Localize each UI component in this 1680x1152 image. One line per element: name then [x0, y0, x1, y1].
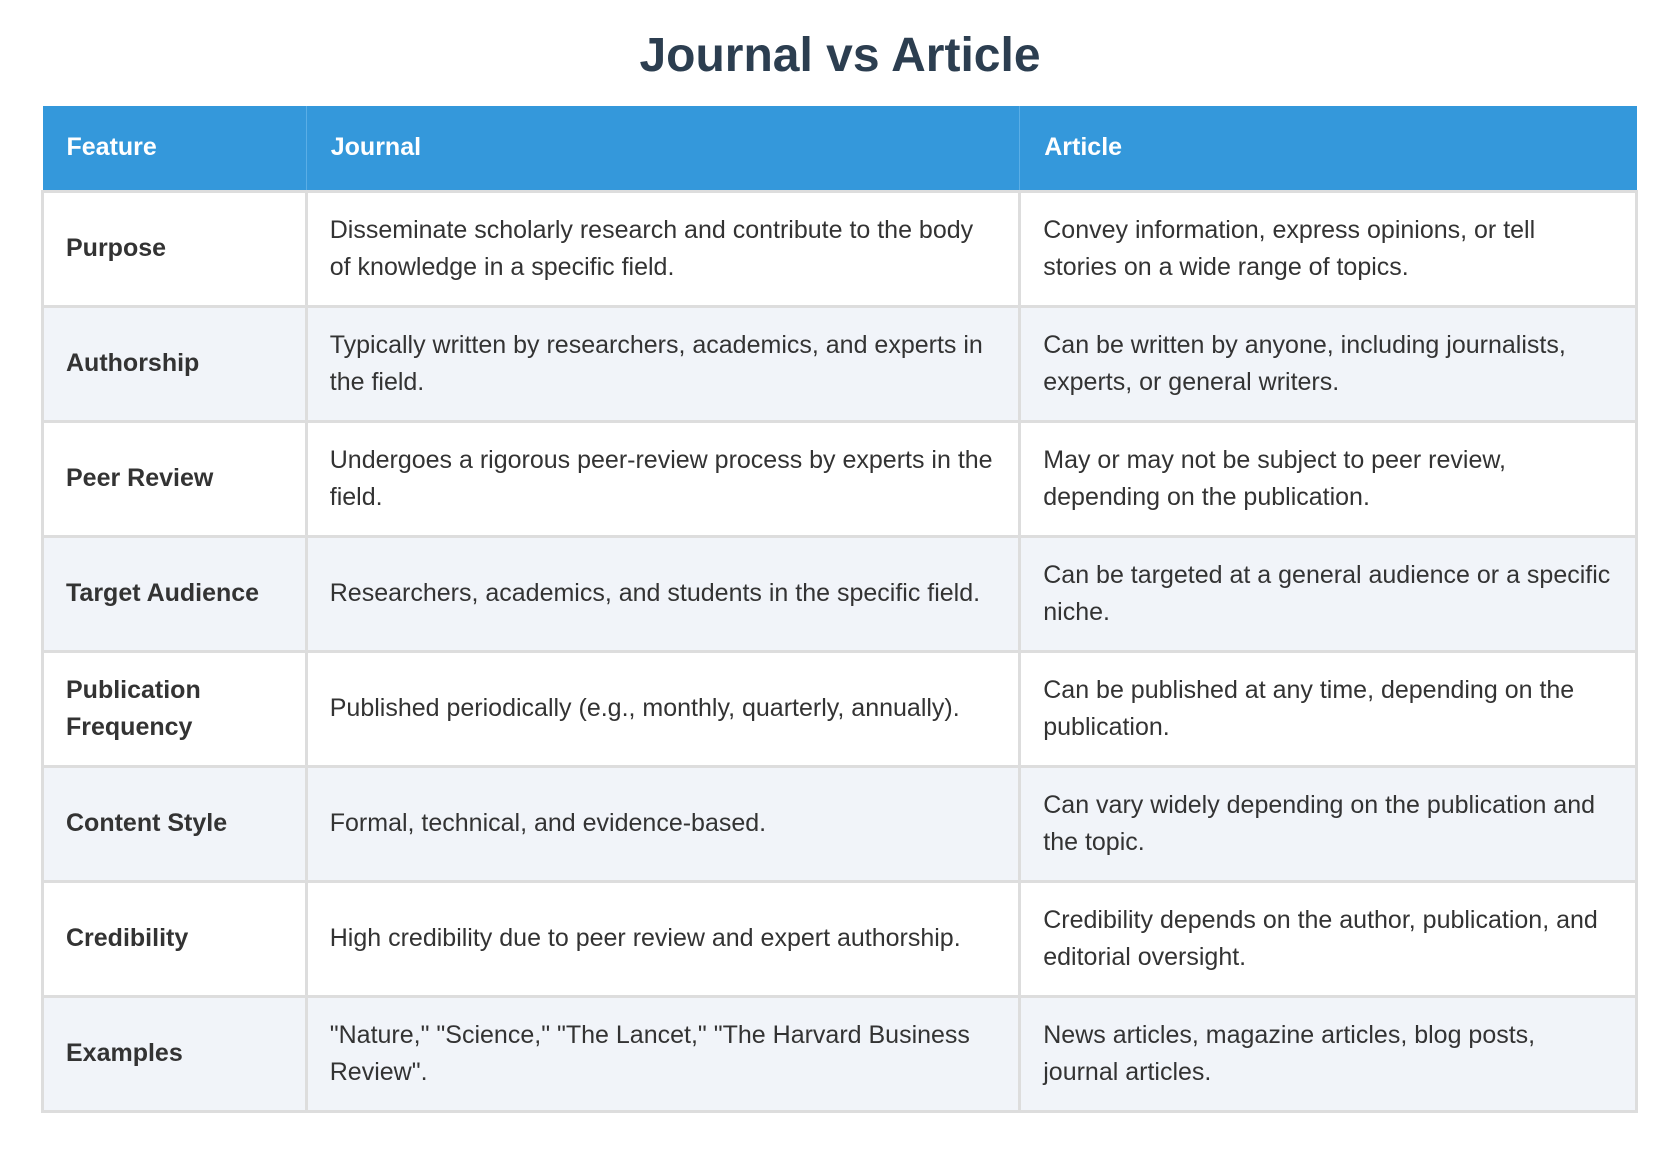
- article-cell: Can be targeted at a general audience or a specific niche.: [1020, 536, 1637, 651]
- feature-cell: Authorship: [43, 306, 307, 421]
- feature-cell: Credibility: [43, 881, 307, 996]
- header-article: Article: [1020, 106, 1637, 191]
- article-cell: Can be written by anyone, including journalists, experts, or general writers.: [1020, 306, 1637, 421]
- table-row: [43, 651, 1637, 766]
- feature-cell: Peer Review: [43, 421, 307, 536]
- header-feature: Feature: [43, 106, 307, 191]
- journal-cell: Researchers, academics, and students in the specific field.: [306, 536, 1020, 651]
- table-row: [43, 536, 1637, 651]
- header-journal: Journal: [306, 106, 1020, 191]
- table-row: [43, 421, 1637, 536]
- table-row: [43, 766, 1637, 881]
- feature-cell: Content Style: [43, 766, 307, 881]
- table-row: [43, 191, 1637, 306]
- journal-cell: "Nature," "Science," "The Lancet," "The Harvard Business Review".: [306, 996, 1020, 1111]
- page-title: Journal vs Article: [639, 29, 1041, 82]
- journal-cell: Formal, technical, and evidence-based.: [306, 766, 1020, 881]
- table-row: [43, 306, 1637, 421]
- article-cell: Credibility depends on the author, publication, and editorial oversight.: [1020, 881, 1637, 996]
- feature-cell: Publication Frequency: [43, 651, 307, 766]
- journal-cell: Published periodically (e.g., monthly, quarterly, annually).: [306, 651, 1020, 766]
- table-header-row: [43, 106, 1637, 191]
- article-cell: May or may not be subject to peer review, depending on the publication.: [1020, 421, 1637, 536]
- journal-cell: Typically written by researchers, academics, and experts in the field.: [306, 306, 1020, 421]
- article-cell: Can vary widely depending on the publication and the topic.: [1020, 766, 1637, 881]
- feature-cell: Examples: [43, 996, 307, 1111]
- table-row: [43, 996, 1637, 1111]
- journal-cell: Disseminate scholarly research and contribute to the body of knowledge in a specific field.: [306, 191, 1020, 306]
- feature-cell: Target Audience: [43, 536, 307, 651]
- feature-cell: Purpose: [43, 191, 307, 306]
- article-cell: News articles, magazine articles, blog posts, journal articles.: [1020, 996, 1637, 1111]
- comparison-table: [41, 106, 1638, 1113]
- article-cell: Convey information, express opinions, or tell stories on a wide range of topics.: [1020, 191, 1637, 306]
- table-row: [43, 881, 1637, 996]
- journal-cell: High credibility due to peer review and expert authorship.: [306, 881, 1020, 996]
- article-cell: Can be published at any time, depending on the publication.: [1020, 651, 1637, 766]
- journal-cell: Undergoes a rigorous peer-review process by experts in the field.: [306, 421, 1020, 536]
